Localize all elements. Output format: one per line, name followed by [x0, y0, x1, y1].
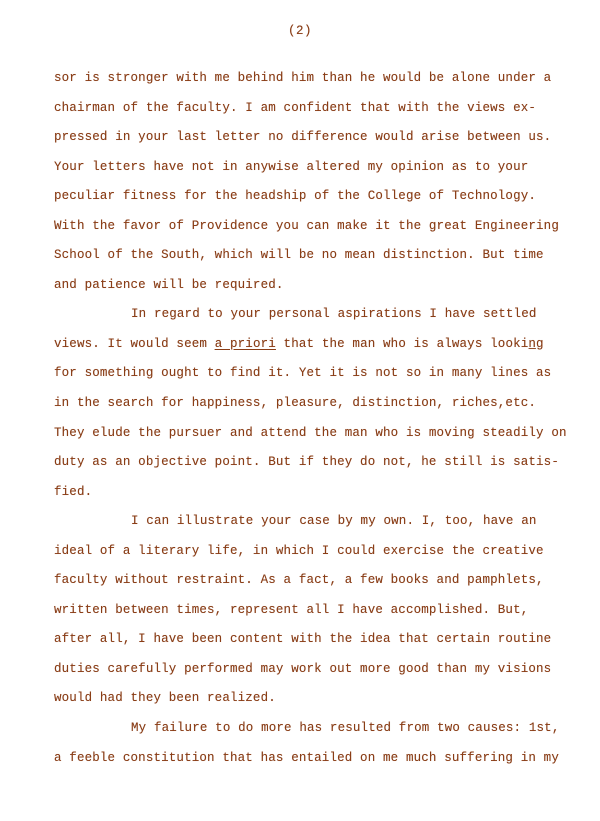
paragraph-first-line: My failure to do more has resulted from two causes: 1st,	[131, 721, 560, 736]
text-line: chairman of the faculty. I am confident that with the views ex-	[54, 100, 537, 115]
text-line: in the search for happiness, pleasure, distinction, riches,etc.	[54, 396, 537, 411]
text-line-with-italic-phrase	[54, 334, 564, 364]
text-line: With the favor of Providence you can make it the great Engineering	[54, 218, 559, 233]
text-line: for something ought to find it. Yet it is not so in many lines as	[54, 366, 552, 381]
text-line: and patience will be required.	[54, 277, 284, 292]
text-line: Your letters have not in anywise altered my opinion as to your	[54, 159, 529, 174]
text-segment: views. It would seem	[54, 336, 215, 351]
text-line: School of the South, which will be no mean distinction. But time	[54, 248, 544, 263]
text-line: pressed in your last letter no difference would arise between us.	[54, 130, 552, 145]
page-number: (2)	[287, 24, 312, 38]
paragraph-first-line: In regard to your personal aspirations I have settled	[131, 307, 537, 322]
text-line: would had they been realized.	[54, 691, 276, 706]
text-line: duty as an objective point. But if they do not, he still is satis-	[54, 455, 559, 470]
text-line: a feeble constitution that has entailed on me much suffering in my	[54, 750, 559, 765]
text-line: duties carefully performed may work out more good than my visions	[54, 661, 552, 676]
text-segment: that the man who is always lookin̲g	[275, 336, 544, 351]
text-line: after all, I have been content with the idea that certain routine	[54, 632, 552, 647]
text-line: written between times, represent all I have accomplished. But,	[54, 602, 529, 617]
text-line: sor is stronger with me behind him than he would be alone under a	[54, 71, 552, 85]
letter-body	[54, 68, 567, 777]
text-line: They elude the pursuer and attend the man who is moving steadily on	[54, 425, 567, 440]
text-line: ideal of a literary life, in which I could exercise the creative	[54, 543, 544, 558]
text-line: fied.	[54, 484, 93, 499]
underlined-phrase: a priori	[214, 336, 276, 351]
text-line: peculiar fitness for the headship of the College of Technology.	[54, 189, 537, 204]
paragraph-first-line: I can illustrate your case by my own. I, too, have an	[131, 514, 537, 529]
text-line: faculty without restraint. As a fact, a few books and pamphlets,	[54, 573, 544, 588]
